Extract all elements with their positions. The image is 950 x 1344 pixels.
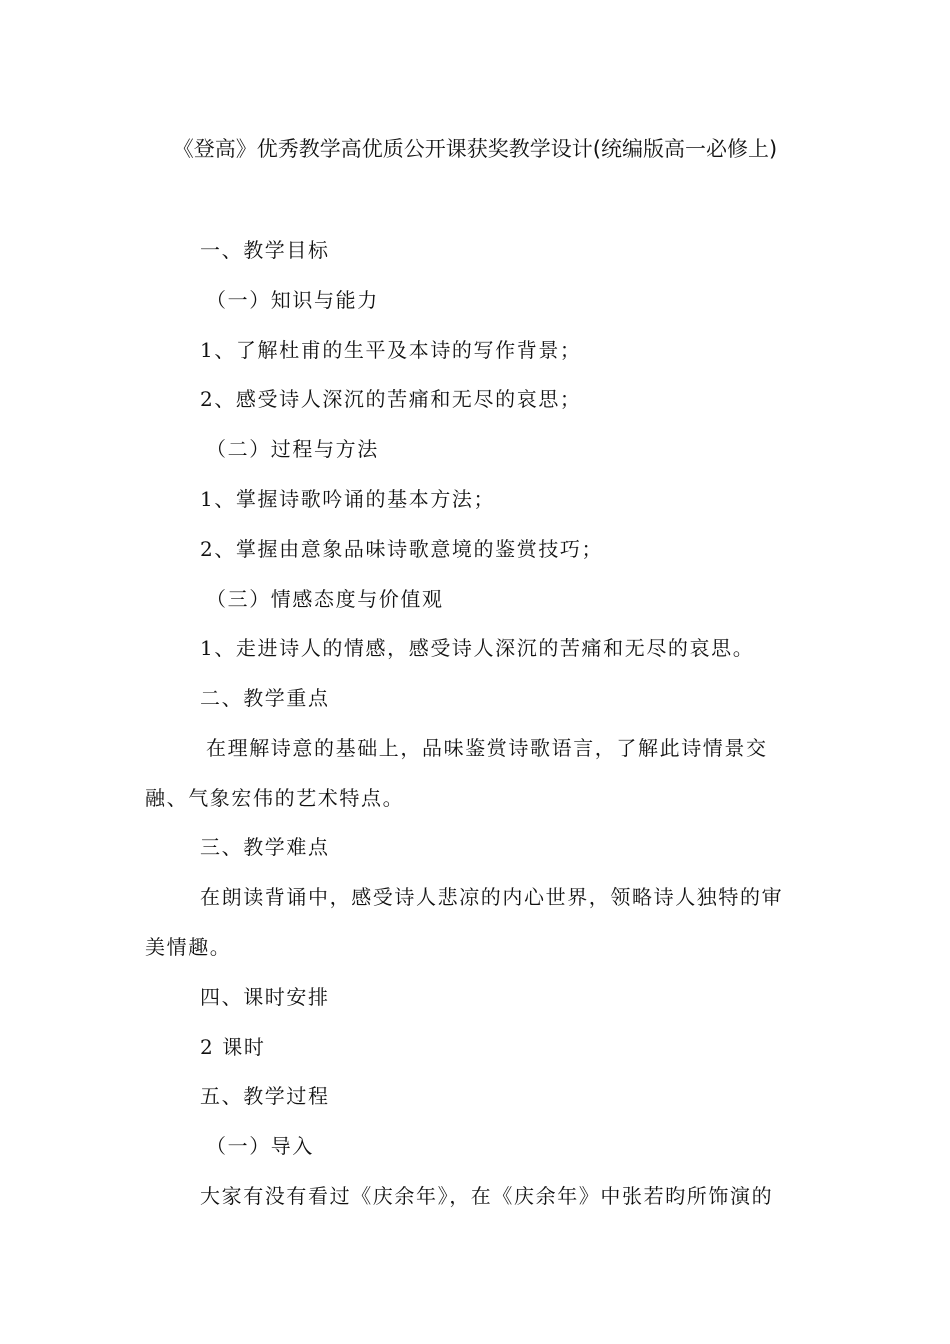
section-heading-process: 五、教学过程 [200, 1084, 330, 1108]
subheading-knowledge: （一）知识与能力 [206, 288, 379, 312]
list-item: 2、掌握由意象品味诗歌意境的鉴赏技巧； [200, 537, 604, 561]
subheading-introduction: （一）导入 [206, 1134, 314, 1158]
document-title: 《登高》优秀教学高优质公开课获奖教学设计(统编版高一必修上) [172, 137, 778, 161]
section-heading-key-points: 二、教学重点 [200, 686, 330, 710]
paragraph-line: 美情趣。 [145, 935, 232, 959]
list-item: 1、了解杜甫的生平及本诗的写作背景； [200, 338, 582, 362]
list-item: 1、掌握诗歌吟诵的基本方法； [200, 487, 496, 511]
paragraph-line: 2 课时 [200, 1035, 266, 1059]
paragraph-line: 融、气象宏伟的艺术特点。 [145, 786, 405, 810]
list-item: 1、走进诗人的情感，感受诗人深沉的苦痛和无尽的哀思。 [200, 636, 755, 660]
section-heading-difficulties: 三、教学难点 [200, 835, 330, 859]
section-heading-schedule: 四、课时安排 [200, 985, 330, 1009]
paragraph-line: 在朗读背诵中，感受诗人悲凉的内心世界，领略诗人独特的审 [200, 885, 784, 909]
paragraph-line: 在理解诗意的基础上，品味鉴赏诗歌语言，了解此诗情景交 [206, 736, 768, 760]
list-item: 2、感受诗人深沉的苦痛和无尽的哀思； [200, 387, 582, 411]
paragraph-line: 大家有没有看过《庆余年》，在《庆余年》中张若昀所饰演的 [200, 1184, 774, 1208]
subheading-process: （二）过程与方法 [206, 437, 379, 461]
section-heading-objectives: 一、教学目标 [200, 238, 330, 262]
subheading-emotion: （三）情感态度与价值观 [206, 587, 444, 611]
